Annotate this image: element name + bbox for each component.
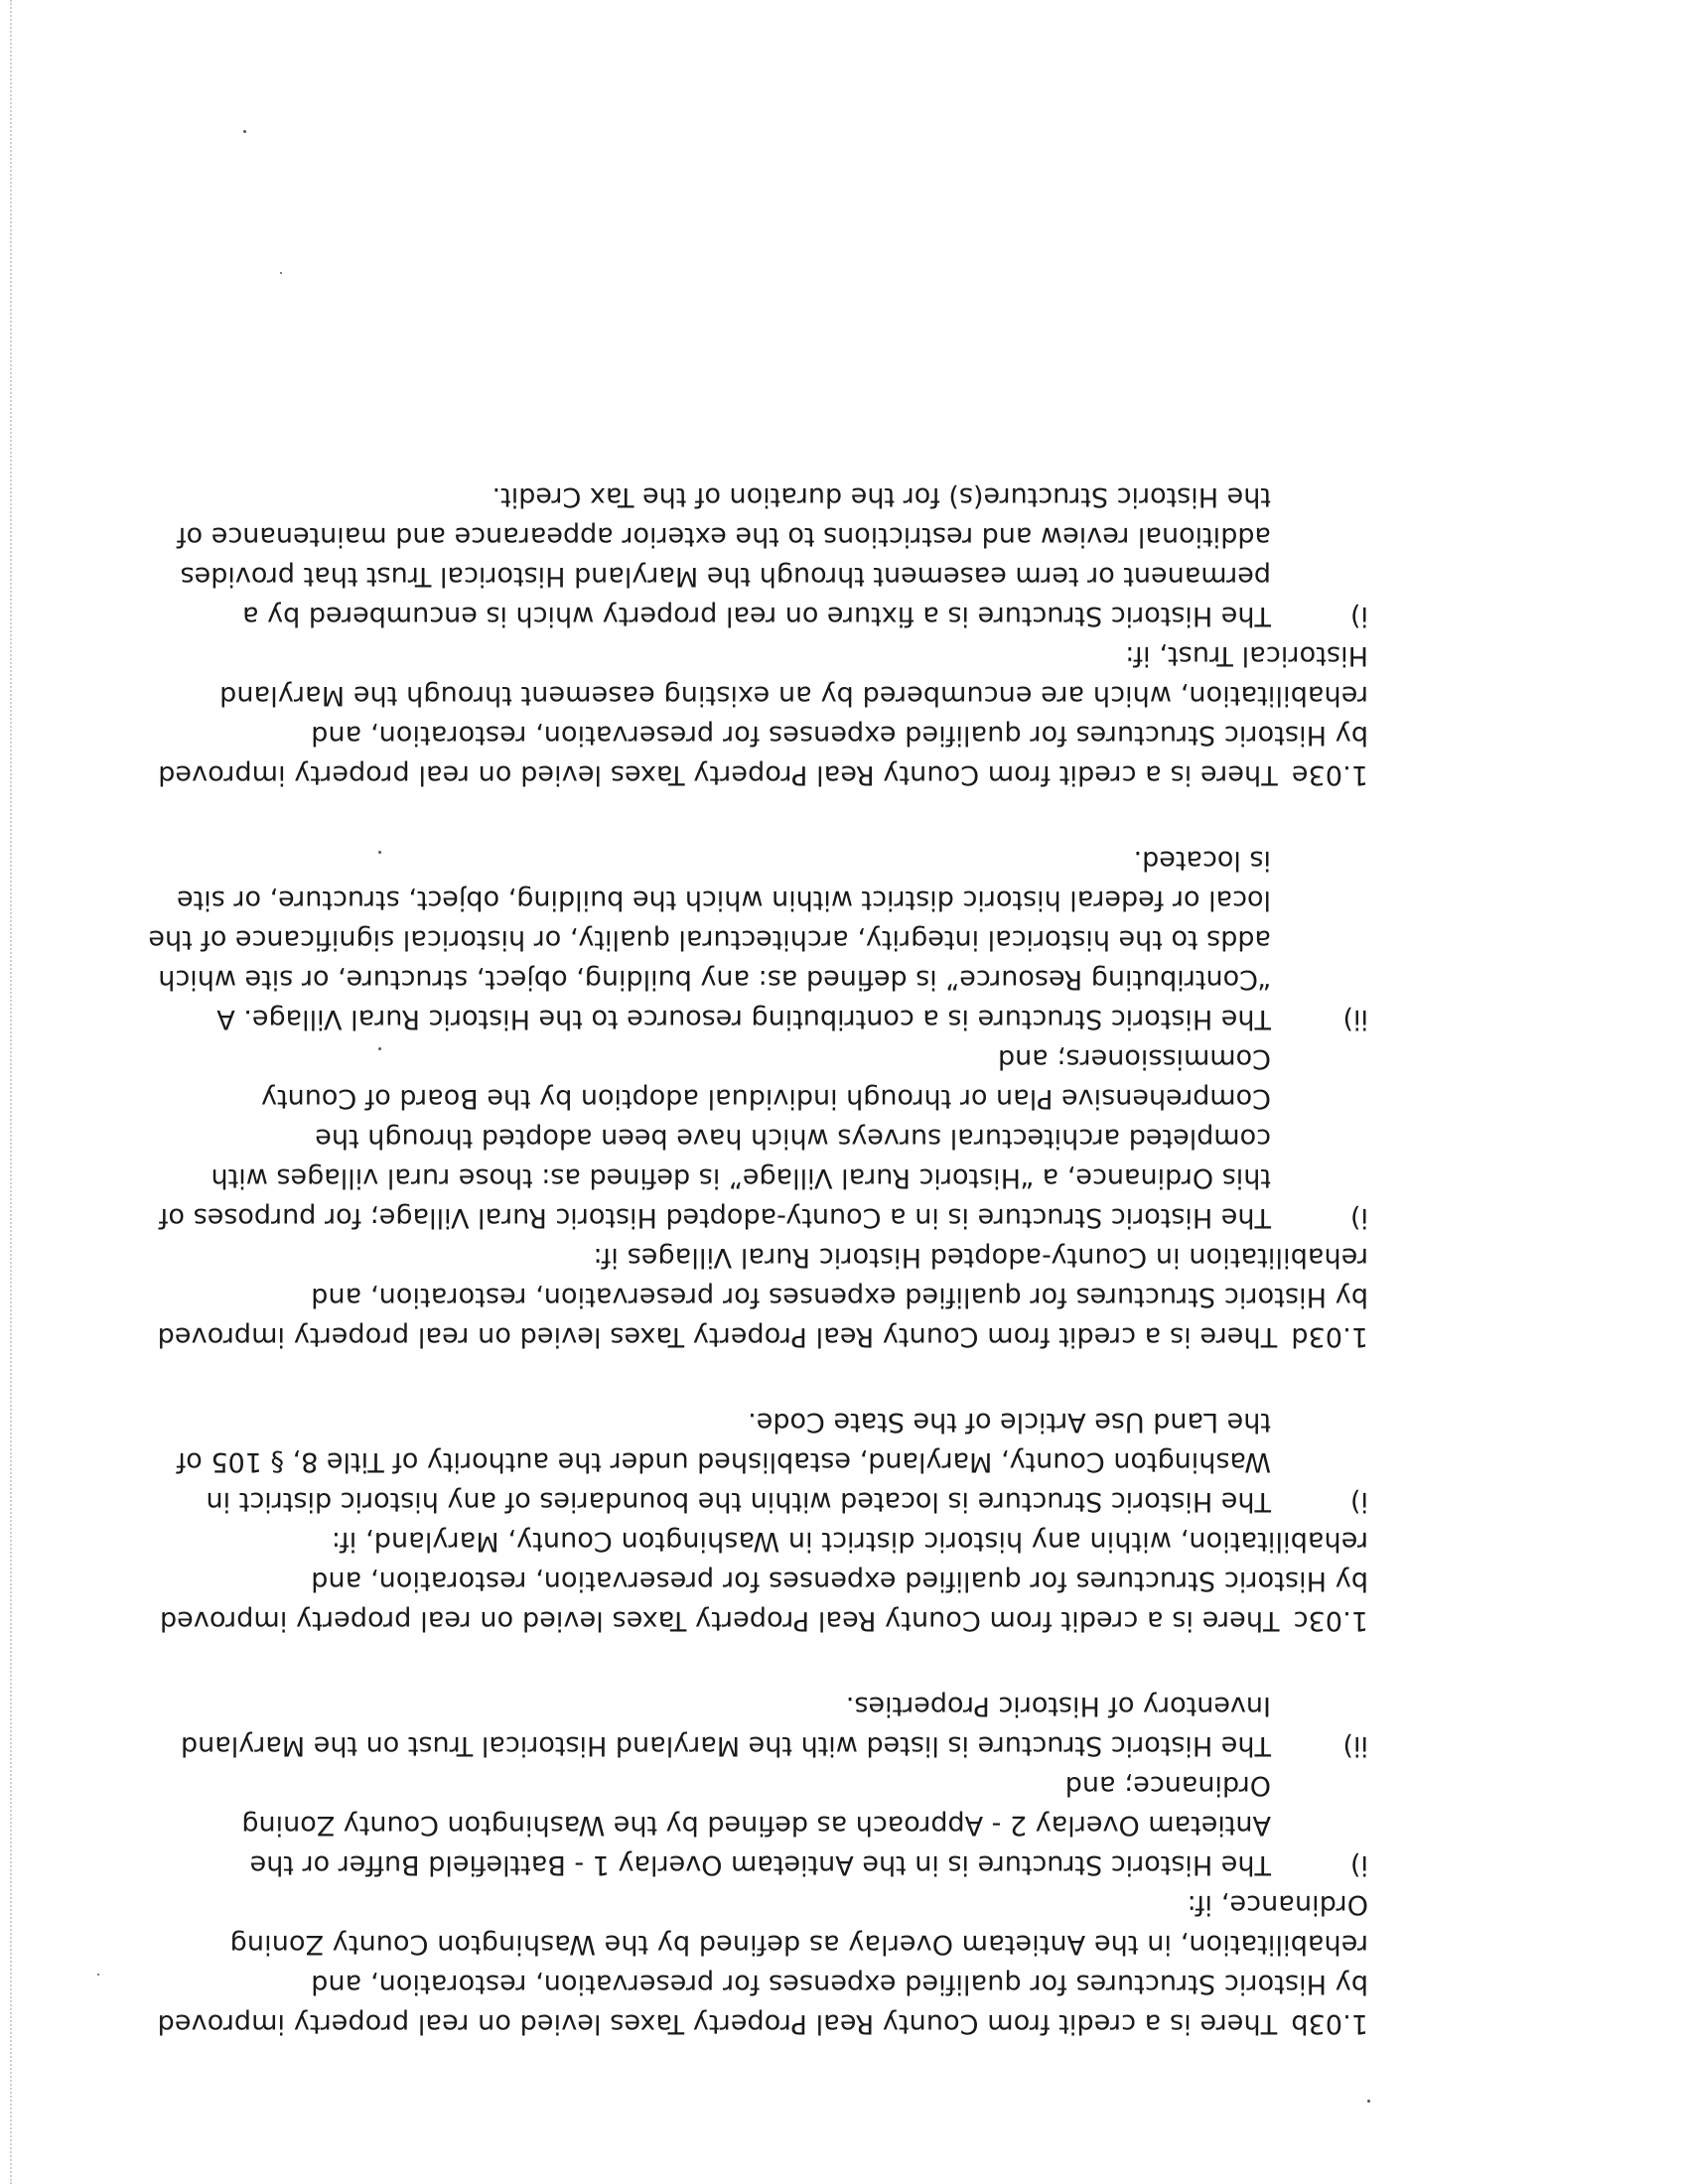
section-intro: There is a credit from County Real Property Taxes levied on real property improved by Historic Structures for qualified expenses for preservation, restoration, and rehabilitation, in the Antietam Overlay as defined by the Washington County Zoning Ordinance, if: bbox=[157, 1889, 1368, 2039]
section-1-03e bbox=[147, 477, 1368, 794]
document-body bbox=[147, 431, 1368, 2043]
item-marker: i) bbox=[1349, 601, 1368, 631]
section-number: 1.03b bbox=[1291, 2008, 1368, 2039]
section-1-03c bbox=[147, 1402, 1368, 1640]
section-paragraph bbox=[147, 1237, 1368, 1356]
item-marker: i) bbox=[1349, 1849, 1368, 1880]
section-paragraph bbox=[147, 635, 1368, 794]
item-text: The Historic Structure is listed with the Maryland Historical Trust on the Maryland Inventory of Historic Properties. bbox=[180, 1691, 1271, 1761]
item-marker: ii) bbox=[1342, 1004, 1368, 1034]
list-item bbox=[147, 1402, 1368, 1521]
section-intro: There is a credit from County Real Property Taxes levied on real property improved by Historic Structures for qualified expenses for preservation, restoration, and rehabilitation in County-adopted Historic Rural Villages if: bbox=[157, 1242, 1368, 1352]
item-marker: ii) bbox=[1342, 1730, 1368, 1761]
item-text: The Historic Structure is in a County-adopted Historic Rural Village; for purposes of this Ordinance, a “Historic Rural Village” is defined as: those rural villages with completed architectural surveys which have been adopted through the Comprehensive Plan or through individual adoption by the Board of County Commissioners; and bbox=[159, 1043, 1271, 1233]
item-text: The Historic Structure is located within the boundaries of any historic district in Washington County, Maryland, established under the authority of Title 8, § 105 of the Land Use Article of the State Code. bbox=[176, 1407, 1271, 1517]
list-item bbox=[147, 1765, 1368, 1884]
item-marker: i) bbox=[1349, 1486, 1368, 1517]
section-1-03b bbox=[147, 1686, 1368, 2043]
scan-speck bbox=[243, 130, 246, 133]
section-1-03d bbox=[147, 840, 1368, 1356]
scan-edge-line bbox=[8, 0, 12, 2184]
scan-speck bbox=[280, 272, 282, 274]
list-item bbox=[147, 477, 1368, 635]
list-item bbox=[147, 1686, 1368, 1765]
scan-speck bbox=[1367, 2100, 1370, 2103]
section-paragraph bbox=[147, 1884, 1368, 2043]
section-number: 1.03d bbox=[1291, 1321, 1368, 1352]
item-text: The Historic Structure is in the Antietam Overlay 1 - Battlefield Buffer or the Antietam Overlay 2 - Approach as defined by the Washington County Zoning Ordinance; and bbox=[241, 1770, 1271, 1880]
scan-speck bbox=[378, 1047, 381, 1050]
section-number: 1.03e bbox=[1291, 759, 1368, 790]
list-item bbox=[147, 840, 1368, 1038]
item-text: The Historic Structure is a fixture on real property which is encumbered by a permanent or term easement through the Maryland Historical Trust that provides additional review and restrictions to the exterior appearance and maintenance of the Historic Structure(s) for the duration of the Tax Credit. bbox=[177, 481, 1271, 631]
section-intro: There is a credit from County Real Property Taxes levied on real property improved by Historic Structures for qualified expenses for preservation, restoration, and rehabilitation, within any historic district in Washington County, Maryland, if: bbox=[159, 1526, 1368, 1636]
section-paragraph bbox=[147, 1521, 1368, 1640]
scan-speck bbox=[378, 851, 381, 854]
section-intro: There is a credit from County Real Property Taxes levied on real property improved by Historic Structures for qualified expenses for preservation, restoration, and rehabilitation, which are encumbered by an existing easement through the Maryland Historical Trust, if: bbox=[158, 640, 1368, 790]
item-text: The Historic Structure is a contributing resource to the Historic Rural Village. A “Contributing Resource” is defined as: any building, object, structure, or site which adds to the historical integrity, architectural quality, or historical significance of the local or federal historic district within which the building, object, structure, or site is located. bbox=[148, 845, 1271, 1034]
item-marker: i) bbox=[1349, 1202, 1368, 1233]
list-item bbox=[147, 1038, 1368, 1237]
section-number: 1.03c bbox=[1293, 1605, 1368, 1636]
scan-speck bbox=[97, 1974, 99, 1976]
